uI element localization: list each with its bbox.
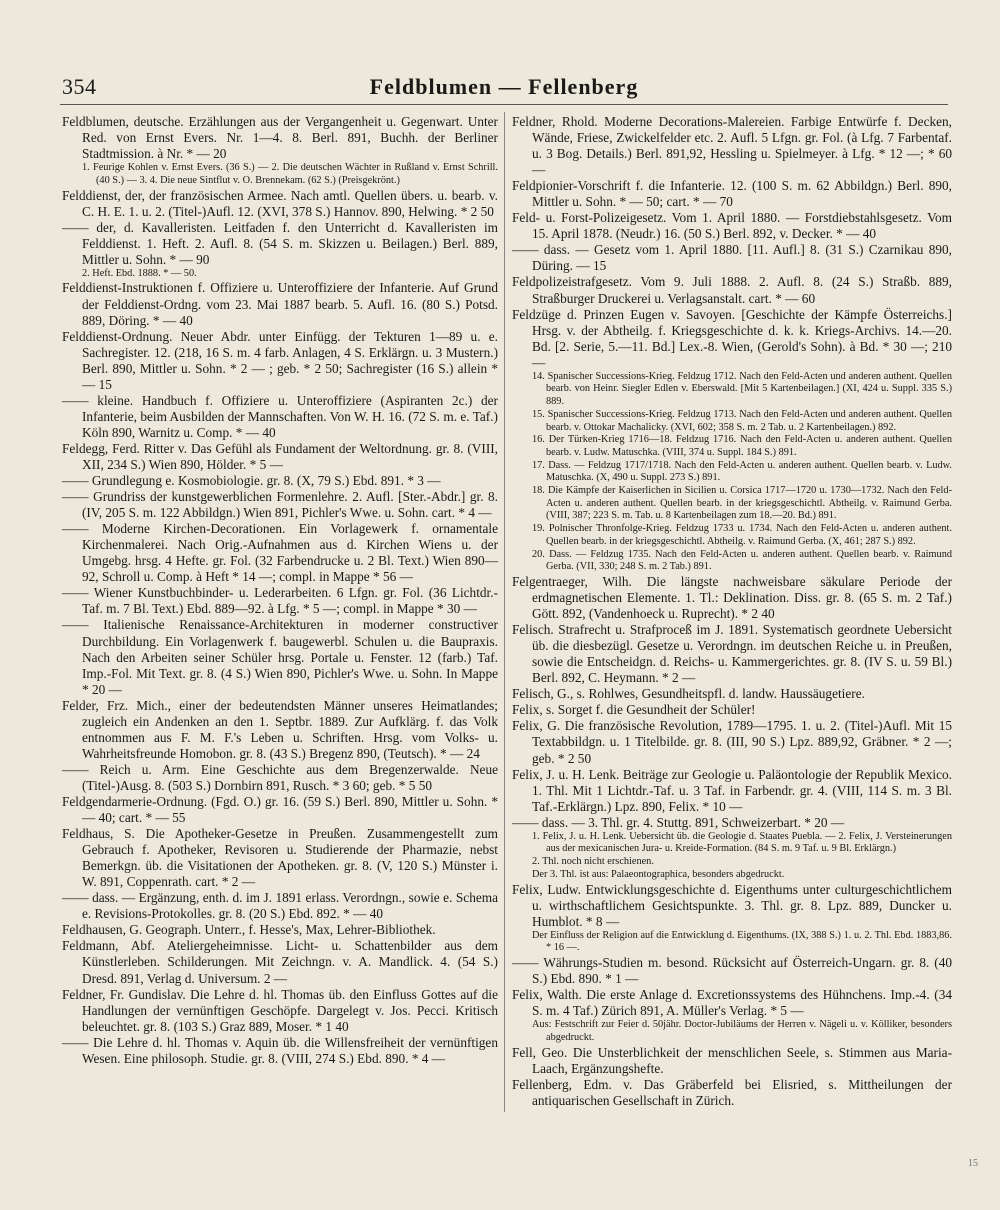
catalog-entry: Feldmann, Abf. Ateliergeheimnisse. Licht- u. Schattenbilder aus dem Künstlerleben. Schilderungen. Mit Zeichngn. v. A. Mandlick. 4. (54 S.) Dresd. 891, Verlag d. Universum. 2 — <box>62 938 498 986</box>
catalog-entry: Felddienst-Ordnung. Neuer Abdr. unter Einfügg. der Tekturen 1—89 u. e. Sachregister. 12. (218, 16 S. m. 4 farb. Anlagen, 4 S. Erklärgn. u. 3 Mustern.) Berl. 890, Mittler u. Sohn. * 2 — ; geb. * 2 50; Sachregister (16 S.) allein * — 15 <box>62 328 498 392</box>
catalog-entry: Feldpolizeistrafgesetz. Vom 9. Juli 1888. 2. Aufl. 8. (24 S.) Straßb. 889, Straßburger Druckerei u. Verlagsanstalt. cart. * — 60 <box>512 274 952 306</box>
entry-note: Der Einfluss der Religion auf die Entwicklung d. Eigenthums. (IX, 388 S.) 1. u. 2. Thl. Ebd. 1883,86. * 16 —. <box>532 929 952 954</box>
right-column <box>512 114 952 1109</box>
entry-note: 1. Feurige Kohlen v. Ernst Evers. (36 S.) — 2. Die deutschen Wächter in Rußland v. Ernst Schrill. (40 S.) — 3. 4. Die neue Sintflut v. O. Brennekam. (62 S.) (Preisgekrönt.) <box>82 162 498 186</box>
entry-note: 2. Thl. noch nicht erschienen. <box>532 856 654 868</box>
catalog-entry: —— Italienische Renaissance-Architekturen in moderner constructiver Durchbildung. Ein Vorlagenwerk f. baugewerbl. Schulen u. die Baupraxis. Nach den Arbeiten seiner Schüler hrsg. Portale u. Fenster. 12 (farb.) Taf. Imp.-Fol. Mit Text. gr. 8. (4 S.) Wien 890, Pichler's Wwe. u. Sohn. In Mappe * 20 — <box>62 617 498 697</box>
catalog-entry: Fellenberg, Edm. v. Das Gräberfeld bei Elisried, s. Mittheilungen der antiquarischen Gesellschaft in Zürich. <box>512 1076 952 1108</box>
entry-note: 2. Heft. Ebd. 1888. * — 50. <box>82 267 197 279</box>
catalog-entry: Felisch, G., s. Rohlwes, Gesundheitspfl. d. landw. Haussäugetiere. <box>512 686 865 702</box>
catalog-entry: Felix, G. Die französische Revolution, 1789—1795. 1. u. 2. (Titel-)Aufl. Mit 15 Textabbildgn. u. 1 Titelbilde. gr. 8. (III, 90 S.) Lpz. 889,92, Gräbner. * 2 —; geb. * 2 50 <box>512 718 952 766</box>
entry-note: Der 3. Thl. ist aus: Palaeontographica, besonders abgedruckt. <box>532 868 785 880</box>
catalog-entry: Feldzüge d. Prinzen Eugen v. Savoyen. [Geschichte der Kämpfe Österreichs.] Hrsg. v. der Abtheilg. f. Kriegsgeschichte d. k. k. Kriegs-Archivs. 14.—20. Bd. [2. Serie, 5.—11. Bd.] Lex.-8. Wien, (Gerold's Sohn). à Bd. * 30 —; 210 — <box>512 306 952 370</box>
signature-mark: 15 <box>968 1158 978 1169</box>
catalog-entry: Felix, s. Sorget f. die Gesundheit der Schüler! <box>512 702 756 718</box>
catalog-entry: Felix, Walth. Die erste Anlage d. Excretionssystems des Hühnchens. Imp.-4. (34 S. m. 4 Taf.) Zürich 891, A. Müller's Verlag. * 5 — <box>512 987 952 1019</box>
catalog-entry: Feld- u. Forst-Polizeigesetz. Vom 1. April 1880. — Forstdiebstahlsgesetz. Vom 15. April 1878. (Neudr.) 16. (50 S.) Berl. 892, v. Decker. * — 40 <box>512 210 952 242</box>
catalog-entry: —— Grundriss der kunstgewerblichen Formenlehre. 2. Aufl. [Ster.-Abdr.] gr. 8. (IV, 205 S. m. 122 Abbildgn.) Wien 891, Pichler's Wwe. u. Sohn. cart. * 4 — <box>62 489 498 521</box>
page-number: 354 <box>62 74 97 99</box>
header-rule <box>60 104 948 105</box>
entry-note: 18. Die Kämpfe der Kaiserlichen in Sicilien u. Corsica 1717—1720 u. 1730—1732. Nach den Feld-Acten u. anderen authent. Quellen bearb. in der kriegsgeschichtl. Abtheilg. v. Raimund Gerba. (VIII, 387; 223 S. m. Tab. u. 8 Kartenbeilagen zum 18.—20. Bd.) 891. <box>532 485 952 522</box>
entry-note: 16. Der Türken-Krieg 1716—18. Feldzug 1716. Nach den Feld-Acten u. anderen authent. Quellen bearb. v. Ludw. Matuschka. (VIII, 374 u. Suppl. 184 S.) 891. <box>532 434 952 458</box>
catalog-entry: Feldegg, Ferd. Ritter v. Das Gefühl als Fundament der Weltordnung. gr. 8. (VIII, XII, 234 S.) Wien 890, Hölder. * 5 — <box>62 440 498 472</box>
entry-note: 14. Spanischer Successions-Krieg. Feldzug 1712. Nach den Feld-Acten und anderen authent. Quellen bearb. von Heinr. Siegler Edlen v. Eberswald. [Mit 5 Kartenbeilagen.] (XI, 424 u. Suppl. 335 S.) 889. <box>532 370 952 408</box>
catalog-entry: Felisch. Strafrecht u. Strafproceß im J. 1891. Systematisch geordnete Uebersicht üb. die diesbezügl. Gesetze u. Verordngn. im deutschen Reiche u. in Preußen, sowie die Entscheidgn. d. Reichs- u. Kammergerichtes. gr. 8. (IV S. u. 59 Bl.) Berl. 892, C. Heymann. * 2 — <box>512 622 952 686</box>
catalog-entry: Feldgendarmerie-Ordnung. (Fgd. O.) gr. 16. (59 S.) Berl. 890, Mittler u. Sohn. * — 40; cart. * — 55 <box>62 793 498 826</box>
entry-note: 15. Spanischer Successions-Krieg. Feldzug 1713. Nach den Feld-Acten und anderen authent. Quellen bearb. v. Ottokar Machalicky. (XVI, 602; 358 S. m. 2 Tab. u. 2 Kartenbeilagen.) 892. <box>532 408 952 433</box>
catalog-entry: —— der, d. Kavalleristen. Leitfaden f. den Unterricht d. Kavalleristen im Felddienst. 1. Heft. 2. Aufl. 8. (54 S. m. Skizzen u. Beilagen.) Berl. 889, Mittler u. Sohn. * — 90 <box>62 219 498 267</box>
entry-note: 17. Dass. — Feldzug 1717/1718. Nach den Feld-Acten u. anderen authent. Quellen bearb. v. Ludw. Matuschka. (X, 490 u. Suppl. 273 S.) 891. <box>532 459 952 484</box>
entry-note: 1. Felix, J. u. H. Lenk. Uebersicht üb. die Geologie d. Staates Puebla. — 2. Felix, J. Versteinerungen aus der mexicanischen Jura- u. Kreide-Formation. (84 S. m. 9 Taf. u. 9 Bl. Erklärgn.) <box>532 830 952 855</box>
entry-note: Aus: Festschrift zur Feier d. 50jähr. Doctor-Jubiläums der Herren v. Nägeli u. v. Kölliker, besonders abgedruckt. <box>532 1019 952 1043</box>
catalog-entry: Feldner, Fr. Gundislav. Die Lehre d. hl. Thomas üb. den Einfluss Gottes auf die Handlungen der vernünftigen Geschöpfe. Dargelegt v. Jos. Pecci. Kritisch beleuchtet. gr. 8. (103 S.) Graz 889, Moser. * 1 40 <box>62 986 498 1034</box>
catalog-entry: —— dass. — 3. Thl. gr. 4. Stuttg. 891, Schweizerbart. * 20 — <box>512 814 845 830</box>
catalog-entry: Feldhaus, S. Die Apotheker-Gesetze in Preußen. Zusammengestellt zum Gebrauch f. Apotheker, Revisoren u. Studierende der Pharmazie, nebst Bemerkgn. üb. die Visitationen der Apotheken. gr. 8. (V, 120 S.) Münster i. W. 891, Coppenrath. cart. * 2 — <box>62 826 498 890</box>
catalog-entry: —— Grundlegung e. Kosmobiologie. gr. 8. (X, 79 S.) Ebd. 891. * 3 — <box>62 473 441 489</box>
catalog-entry: Feldblumen, deutsche. Erzählungen aus der Vergangenheit u. Gegenwart. Unter Red. von Ernst Evers. Nr. 1—4. 8. Berl. 891, Buchh. der Berliner Stadtmission. à Nr. * — 20 <box>62 114 498 162</box>
catalog-entry: Feldpionier-Vorschrift f. die Infanterie. 12. (100 S. m. 62 Abbildgn.) Berl. 890, Mittler u. Sohn. * — 50; cart. * — 70 <box>512 178 952 210</box>
page-header <box>62 74 946 104</box>
catalog-entry: Felddienst-Instruktionen f. Offiziere u. Unteroffiziere der Infanterie. Auf Grund der Felddienst-Ordng. vom 23. Mai 1887 bearb. 5. Aufl. 16. (80 S.) Potsd. 889, Döring. * — 40 <box>62 280 498 328</box>
column-divider <box>504 112 505 1112</box>
catalog-entry: Feldhausen, G. Geograph. Unterr., f. Hesse's, Max, Lehrer-Bibliothek. <box>62 922 436 938</box>
catalog-entry: —— dass. — Ergänzung, enth. d. im J. 1891 erlass. Verordngn., sowie e. Schema e. Revisions-Protokolles. gr. 8. (20 S.) Ebd. 892. * — 40 <box>62 890 498 922</box>
catalog-entry: —— Reich u. Arm. Eine Geschichte aus dem Bregenzerwalde. Neue (Titel-)Ausg. 8. (503 S.) Dornbirn 891, Rusch. * 3 60; geb. * 5 50 <box>62 761 498 793</box>
catalog-entry: Felddienst, der, der französischen Armee. Nach amtl. Quellen übers. u. bearb. v. C. H. E. 1. u. 2. (Titel-)Aufl. 12. (XVI, 378 S.) Hannov. 890, Helwing. * 2 50 <box>62 187 498 219</box>
catalog-entry: —— Moderne Kirchen-Decorationen. Ein Vorlagewerk f. ornamentale Kirchenmalerei. Nach Orig.-Aufnahmen aus d. Kirchen Wiens u. der Umgebg. hrsg. 4 Hefte. gr. Fol. (32 Farbendrucke u. 2 Bl. Text.) Wien 890—92, Schroll u. Comp. à Heft * 14 —; compl. in Mappe * 56 — <box>62 521 498 585</box>
entry-note: 20. Dass. — Feldzug 1735. Nach den Feld-Acten u. anderen authent. Quellen bearb. v. Raimund Gerba. (VII, 330; 248 S. m. 2 Tab.) 891. <box>532 548 952 573</box>
catalog-entry: Felgentraeger, Wilh. Die längste nachweisbare säkulare Periode der erdmagnetischen Elemente. 1. Tl.: Deklination. Diss. gr. 8. (65 S. m. 2 Taf.) Gött. 892, (Vandenhoeck u. Ruprecht). * 2 40 <box>512 574 952 622</box>
running-title: Feldblumen — Fellenberg <box>369 74 639 99</box>
catalog-entry: —— dass. — Gesetz vom 1. April 1880. [11. Aufl.] 8. (31 S.) Czarnikau 890, Düring. — 15 <box>512 242 952 274</box>
catalog-entry: —— Währungs-Studien m. besond. Rücksicht auf Österreich-Ungarn. gr. 8. (40 S.) Ebd. 890. * 1 — <box>512 955 952 987</box>
catalog-entry: —— kleine. Handbuch f. Offiziere u. Unteroffiziere (Aspiranten 2c.) der Infanterie, beim Ausbilden der Mannschaften. Von W. H. 16. (72 S. m. e. Taf.) Köln 890, Warnitz u. Comp. * — 40 <box>62 392 498 440</box>
entry-note: 19. Polnischer Thronfolge-Krieg. Feldzug 1733 u. 1734. Nach den Feld-Acten u. anderen authent. Quellen bearb. in der kriegsgeschichtl. Abtheilg. v. Raimund Gerba. (X, 461; 287 S.) 892. <box>532 523 952 547</box>
left-column <box>62 114 498 1067</box>
catalog-entry: —— Die Lehre d. hl. Thomas v. Aquin üb. die Willensfreiheit der vernünftigen Wesen. Eine philosoph. Studie. gr. 8. (VIII, 274 S.) Ebd. 890. * 4 — <box>62 1034 498 1066</box>
catalog-entry: Felix, J. u. H. Lenk. Beiträge zur Geologie u. Paläontologie der Republik Mexico. 1. Thl. Mit 1 Lichtdr.-Taf. u. 3 Taf. in Farbendr. gr. 4. (VIII, 114 S. m. 3 Bl. Taf.-Erklärgn.) Lpz. 890, Felix. * 10 — <box>512 766 952 814</box>
catalog-entry: Feldner, Rhold. Moderne Decorations-Malereien. Farbige Entwürfe f. Decken, Wände, Friese, Zwickelfelder etc. 2. Aufl. 5 Lfgn. gr. Fol. (à Lfg. 7 Farbentaf. u. 3 Bog. Details.) Berl. 891,92, Hessling u. Spielmeyer. à Lfg. * 12 —; * 60 — <box>512 114 952 178</box>
catalog-entry: Fell, Geo. Die Unsterblichkeit der menschlichen Seele, s. Stimmen aus Maria-Laach, Ergänzungshefte. <box>512 1044 952 1076</box>
catalog-entry: —— Wiener Kunstbuchbinder- u. Lederarbeiten. 6 Lfgn. gr. Fol. (36 Lichtdr.-Taf. m. 7 Bl. Text.) Ebd. 889—92. à Lfg. * 5 —; compl. in Mappe * 30 — <box>62 585 498 617</box>
catalog-entry: Felix, Ludw. Entwicklungsgeschichte d. Eigenthums unter culturgeschichtlichem u. wirthschaftlichem Gesichtspunkte. 3. Thl. gr. 8. Lpz. 889, Duncker u. Humblot. * 8 — <box>512 881 952 929</box>
catalog-entry: Felder, Frz. Mich., einer der bedeutendsten Männer unseres Heimatlandes; zugleich ein Andenken an den 1. Septbr. 1889. Zur Aufklärg. f. das Volk entnommen aus F. M. F.'s Leben u. Schriften. Hrsg. vom Volks- u. Wahrheitsfreunde Homobon. gr. 8. (43 S.) Bregenz 890, (Teutsch). * — 24 <box>62 697 498 761</box>
